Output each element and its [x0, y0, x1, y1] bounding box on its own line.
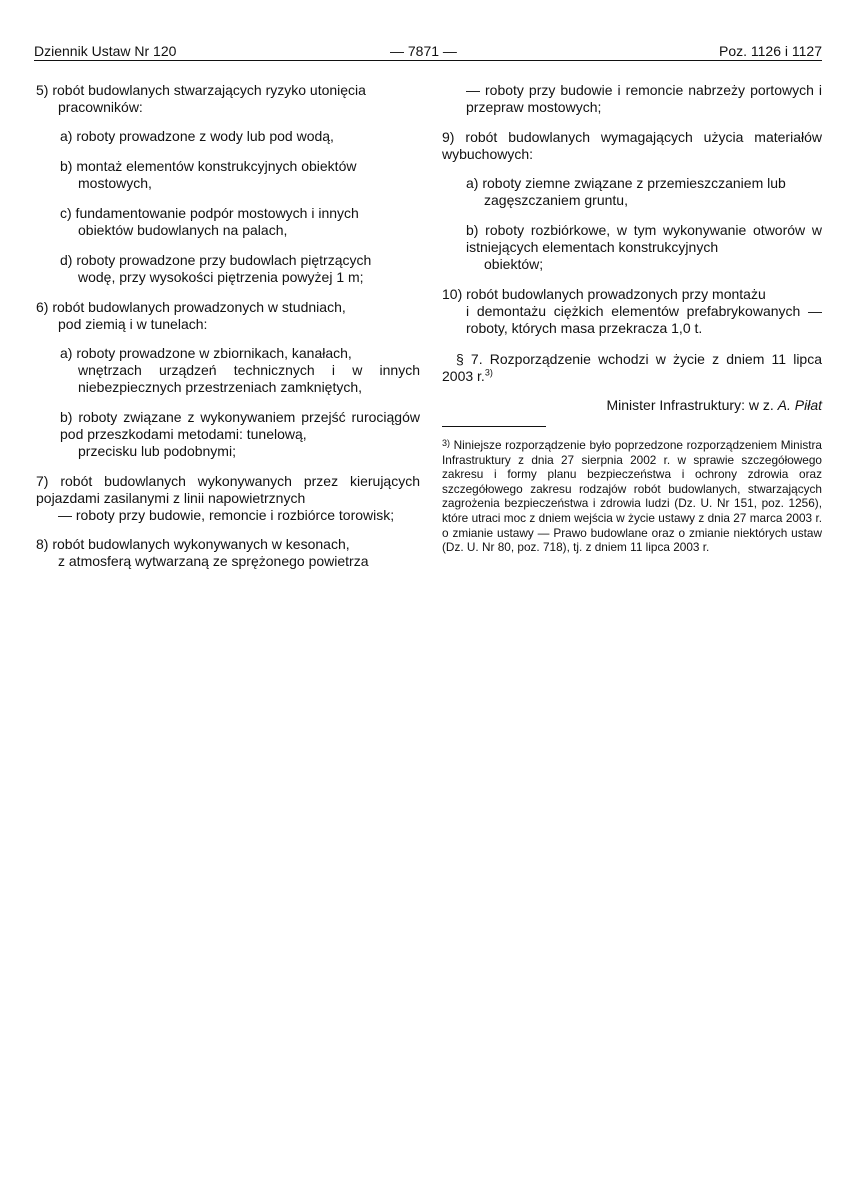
- sub-item-text: c) fundamentowanie podpór mostowych i innych: [60, 205, 359, 221]
- sub-item-text-cont: mostowych,: [78, 175, 152, 191]
- item-text: robót budowlanych prowadzonych przy montażu: [466, 286, 766, 302]
- footnote-reference: 3): [484, 367, 493, 378]
- sub-item-text-cont: obiektów;: [484, 256, 544, 272]
- right-column: [442, 82, 822, 555]
- sub-item-text: a) roboty prowadzone w zbiornikach, kanałach,: [60, 345, 352, 361]
- page-header: [34, 38, 822, 61]
- item-text: robót budowlanych stwarzających ryzyko utonięcia: [52, 82, 366, 98]
- item-text: robót budowlanych wymagających użycia materiałów wybuchowych:: [442, 129, 822, 162]
- item-text-cont: pracowników:: [58, 99, 143, 115]
- position-reference: Poz. 1126 i 1127: [718, 43, 822, 59]
- item-number: 7): [36, 473, 49, 489]
- sub-item-text: a) roboty prowadzone z wody lub pod wodą,: [60, 128, 334, 144]
- signature-prefix: Minister Infrastruktury: w z.: [606, 397, 774, 413]
- section-7: [442, 351, 822, 385]
- section-7-text: § 7. Rozporządzenie wchodzi w życie z dniem 11 lipca 2003 r.: [442, 351, 822, 384]
- sub-item-text-cont: zagęszczaniem gruntu,: [484, 192, 628, 208]
- signature: [442, 397, 822, 414]
- item-number: 9): [442, 129, 455, 145]
- list-item-6: [36, 299, 420, 333]
- sub-item: [60, 128, 420, 145]
- list-item-5: [36, 82, 420, 116]
- sub-item-text: b) montaż elementów konstrukcyjnych obiektów: [60, 158, 357, 174]
- sub-item: [60, 205, 420, 239]
- sub-item-text: b) roboty związane z wykonywaniem przejść rurociągów pod przeszkodami metodami: tunelową,: [60, 409, 420, 442]
- item-text: robót budowlanych wykonywanych w kesonach,: [52, 536, 350, 552]
- item-text-cont: z atmosferą wytwarzaną ze sprężonego powietrza: [58, 553, 369, 569]
- sub-item: [60, 158, 420, 192]
- left-column: [36, 82, 420, 582]
- item-number: 10): [442, 286, 463, 302]
- item-text-cont: i demontażu ciężkich elementów prefabrykowanych — roboty, których masa przekracza 1,0 t.: [466, 303, 822, 336]
- item-text-cont: — roboty przy budowie i remoncie nabrzeży portowych i przepraw mostowych;: [466, 82, 822, 115]
- sub-item-text-cont: obiektów budowlanych na palach,: [78, 222, 288, 238]
- sub-item: [466, 222, 822, 273]
- list-item-9: [442, 129, 822, 163]
- sub-item-text: a) roboty ziemne związane z przemieszczaniem lub: [466, 175, 786, 191]
- item-number: 8): [36, 536, 49, 552]
- signature-name: A. Piłat: [777, 397, 822, 413]
- sub-item-text-cont: przecisku lub podobnymi;: [78, 443, 236, 459]
- item-text-cont: pod ziemią i w tunelach:: [58, 316, 208, 332]
- sub-item-text-cont: wodę, przy wysokości piętrzenia powyżej 1 m;: [78, 269, 364, 285]
- footnote-divider: [442, 426, 546, 427]
- footnote-mark: 3): [442, 438, 451, 448]
- list-item-7: [36, 473, 420, 524]
- item-8-continuation: [442, 82, 822, 116]
- sub-item-text: b) roboty rozbiórkowe, w tym wykonywanie otworów w istniejących elementach konstrukcyjnych: [466, 222, 822, 255]
- list-item-10: [442, 286, 822, 337]
- sub-item-text: d) roboty prowadzone przy budowlach piętrzących: [60, 252, 372, 268]
- page-number: — 7871 —: [390, 43, 457, 59]
- sub-item: [60, 409, 420, 460]
- journal-title: Dziennik Ustaw Nr 120: [34, 43, 177, 59]
- item-number: 6): [36, 299, 49, 315]
- sub-item: [60, 345, 420, 396]
- list-item-8: [36, 536, 420, 570]
- item-text: robót budowlanych wykonywanych przez kierujących pojazdami zasilanymi z linii napowietrznych: [36, 473, 421, 506]
- item-text-cont: — roboty przy budowie, remoncie i rozbiórce torowisk;: [58, 507, 395, 523]
- sub-item: [466, 175, 822, 209]
- item-number: 5): [36, 82, 49, 98]
- footnote-text: Niniejsze rozporządzenie było poprzedzone rozporządzeniem Ministra Infrastruktury z dnia 27 sierpnia 2002 r. w sprawie szczegółowego zakresu i formy planu bezpieczeństwa i ochrony zdrowia oraz szczegółowego zakresu rodzajów robót budowlanych, stwarzających zagrożenia bezpieczeństwa i zdrowia ludzi (Dz. U. Nr 151, poz. 1256), które utraci moc z dniem wejścia w życie ustawy z dnia 27 marca 2003 r. o zmianie ustawy — Prawo budowlane oraz o zmianie niektórych ustaw (Dz. U. Nr 80, poz. 718), tj. z dniem 11 lipca 2003 r.: [442, 438, 822, 555]
- footnote: [442, 438, 822, 555]
- item-text: robót budowlanych prowadzonych w studniach,: [52, 299, 346, 315]
- sub-item-text-cont: wnętrzach urządzeń technicznych i w innych niebezpiecznych przestrzeniach zamkniętych,: [78, 362, 420, 395]
- sub-item: [60, 252, 420, 286]
